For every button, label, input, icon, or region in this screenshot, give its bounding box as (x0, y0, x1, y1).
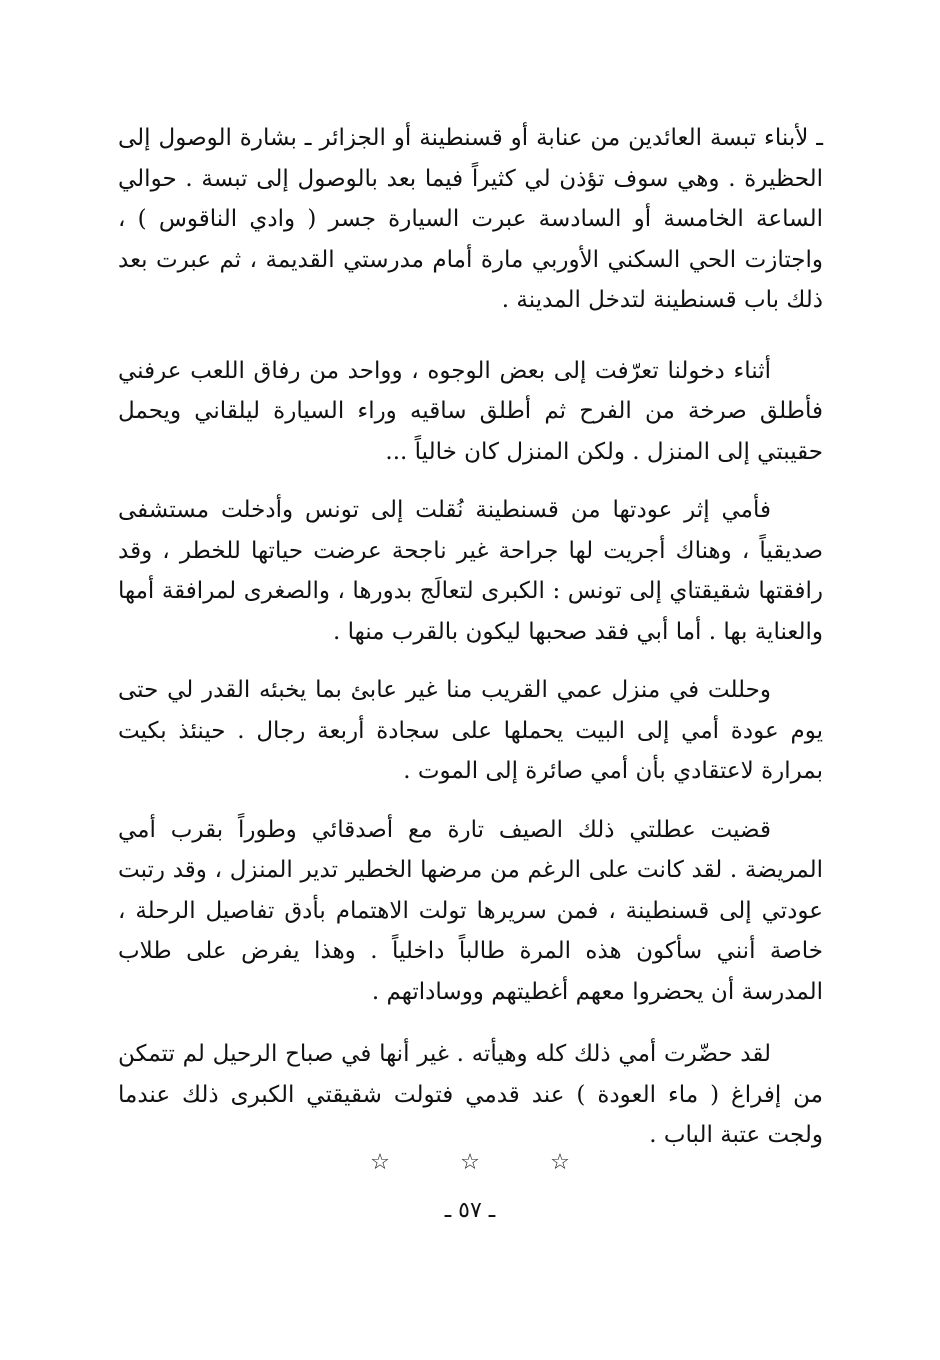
paragraph-6: لقد حضّرت أمي ذلك كله وهيأته . غير أنها في صباح الرحيل لم تتمكن من إفراغ ( ماء العودة ) عند قدمي فتولت شقيقتي الكبرى ذلك عندما ولجت عتبة الباب . (118, 1041, 823, 1148)
paragraph-3: فأمي إثر عودتها من قسنطينة نُقلت إلى تونس وأدخلت مستشفى صديقياً ، وهناك أجريت لها جراحة غير ناجحة عرضت حياتها للخطر ، وقد رافقتها شقيقتاي إلى تونس : الكبرى لتعالَج بدورها ، والصغرى لمرافقة أمها والعناية بها . أما أبي فقد صحبها ليكون بالقرب منها . (118, 497, 823, 645)
body-text (118, 118, 823, 1156)
star-icon: ☆ (460, 1150, 480, 1175)
section-separator (0, 1150, 940, 1175)
paragraph-2: أثناء دخولنا تعرّفت إلى بعض الوجوه ، وواحد من رفاق اللعب عرفني فأطلق صرخة من الفرح ثم أطلق ساقيه وراء السيارة ليلقاني ويحمل حقيبتي إلى المنزل . ولكن المنزل كان خالياً ... (118, 357, 823, 465)
paragraph-5: قضيت عطلتي ذلك الصيف تارة مع أصدقائي وطوراً بقرب أمي المريضة . لقد كانت على الرغم من مرضها الخطير تدير المنزل ، وقد رتبت عودتي إلى قسنطينة ، فمن سريرها تولت الاهتمام بأدق تفاصيل الرحلة ، خاصة أنني سأكون هذه المرة طالباً داخلياً . وهذا يفرض على طلاب المدرسة أن يحضروا معهم أغطيتهم ووساداتهم . (118, 816, 823, 1005)
page-number: ـ ٥٧ ـ (444, 1198, 496, 1223)
paragraph-4: وحللت في منزل عمي القريب منا غير عابئ بما يخبئه القدر لي حتى يوم عودة أمي إلى البيت يحملها على سجادة أربعة رجال . حينئذ بكيت بمرارة لاعتقادي بأن أمي صائرة إلى الموت . (118, 677, 823, 784)
paragraph-1: ـ لأبناء تبسة العائدين من عنابة أو قسنطينة أو الجزائر ـ بشارة الوصول إلى الحظيرة . وهي سوف تؤذن لي كثيراً فيما بعد بالوصول إلى تبسة . حوالي الساعة الخامسة أو السادسة عبرت السيارة جسر ( وادي الناقوس ) ، واجتازت الحي السكني الأوربي مارة أمام مدرستي القديمة ، ثم عبرت بعد ذلك باب قسنطينة لتدخل المدينة . (118, 125, 823, 313)
star-icon: ☆ (370, 1150, 390, 1175)
star-icon: ☆ (550, 1150, 570, 1175)
